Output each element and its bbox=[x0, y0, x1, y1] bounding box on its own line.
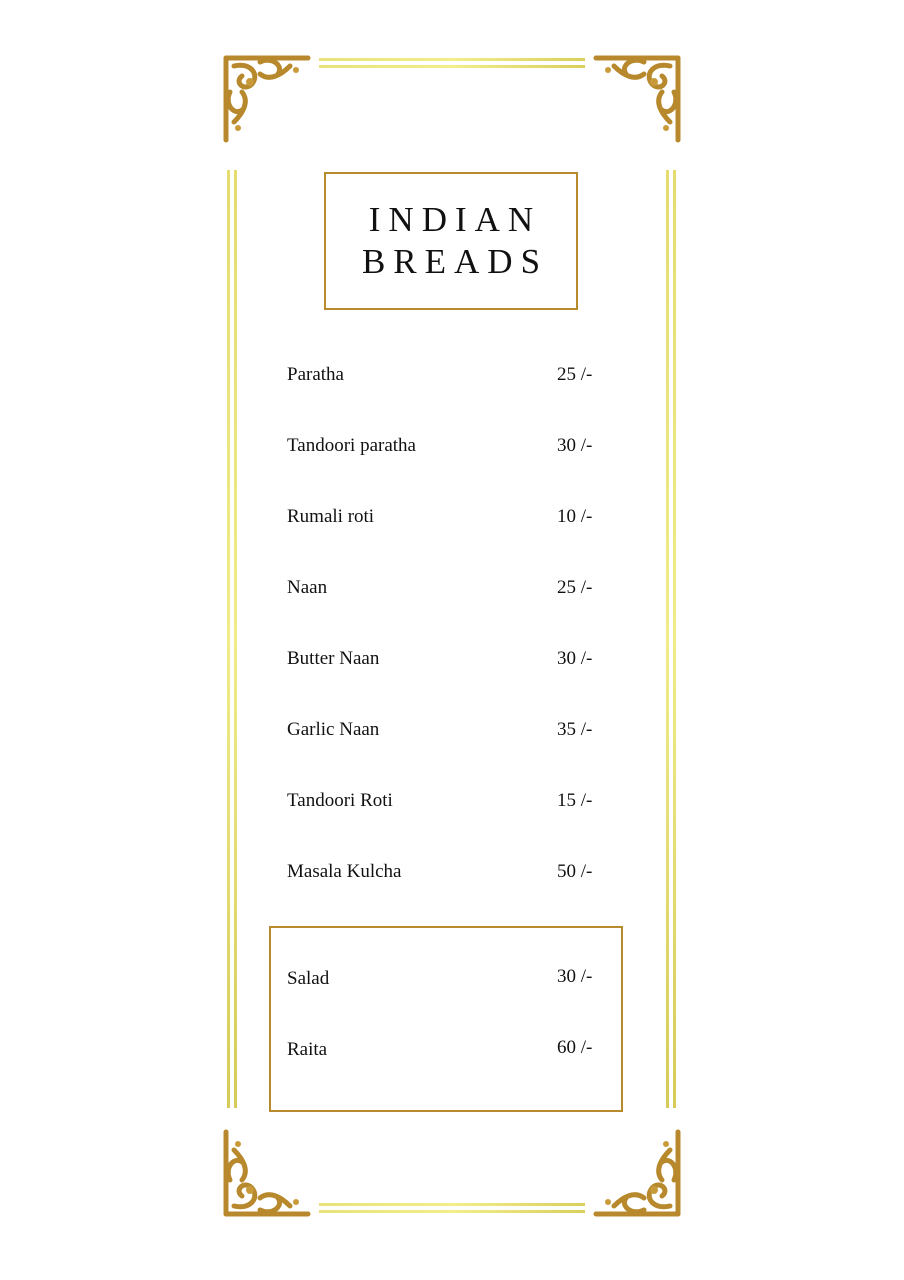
menu-item-name: Naan bbox=[287, 577, 328, 598]
bottom-border-line-inner bbox=[319, 1203, 585, 1206]
side-item-name: Salad bbox=[287, 968, 330, 989]
side-item-name: Raita bbox=[287, 1039, 328, 1060]
menu-item-name: Tandoori Roti bbox=[287, 790, 393, 811]
menu-item-price: 35 /- bbox=[557, 719, 593, 740]
menu-item-price: 25 /- bbox=[557, 364, 593, 385]
left-border-line-inner bbox=[234, 170, 237, 1108]
ornamental-corner-icon bbox=[592, 52, 684, 144]
ornamental-corner-icon bbox=[592, 1128, 684, 1220]
top-border-line-inner bbox=[319, 65, 585, 68]
ornamental-corner-icon bbox=[220, 1128, 312, 1220]
top-border-line-outer bbox=[319, 58, 585, 61]
menu-item-price: 30 /- bbox=[557, 648, 593, 669]
sides-box bbox=[269, 926, 623, 1112]
ornamental-corner-icon bbox=[220, 52, 312, 144]
menu-item-name: Tandoori paratha bbox=[287, 435, 416, 456]
menu-title-box bbox=[324, 172, 578, 310]
bottom-border-line-outer bbox=[319, 1210, 585, 1213]
menu-item-price: 50 /- bbox=[557, 861, 593, 882]
menu-item-name: Rumali roti bbox=[287, 506, 375, 527]
side-item-price: 30 /- bbox=[557, 966, 593, 987]
side-item-price: 60 /- bbox=[557, 1037, 593, 1058]
menu-item-price: 25 /- bbox=[557, 577, 593, 598]
menu-item-name: Garlic Naan bbox=[287, 719, 380, 740]
right-border-line-outer bbox=[673, 170, 676, 1108]
menu-item-price: 15 /- bbox=[557, 790, 593, 811]
left-border-line-outer bbox=[227, 170, 230, 1108]
menu-title-line-1: INDIAN bbox=[368, 200, 542, 239]
menu-title-line-2: BREADS bbox=[361, 242, 549, 281]
menu-item-name: Masala Kulcha bbox=[287, 861, 402, 882]
right-border-line-inner bbox=[666, 170, 669, 1108]
menu-item-name: Paratha bbox=[287, 364, 344, 385]
menu-item-price: 10 /- bbox=[557, 506, 593, 527]
menu-item-name: Butter Naan bbox=[287, 648, 380, 669]
menu-item-price: 30 /- bbox=[557, 435, 593, 456]
